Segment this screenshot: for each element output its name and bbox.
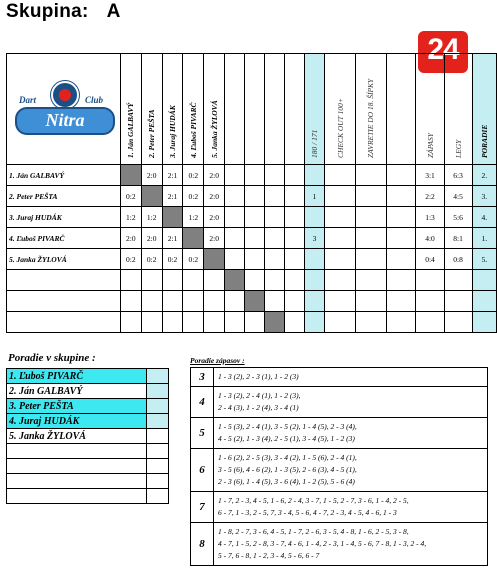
table-cell — [386, 291, 416, 312]
player-name: 4. Ľuboš PIVARČ — [7, 228, 121, 249]
standing-row — [7, 369, 169, 384]
table-cell: 3. — [472, 186, 496, 207]
table-cell — [444, 312, 472, 333]
col-header: 4. Ľuboš PIVARČ — [183, 54, 204, 165]
standing-name — [7, 459, 147, 474]
group-title — [6, 1, 121, 23]
match-order-lines — [214, 368, 488, 387]
table-cell — [120, 312, 141, 333]
table-cell — [225, 291, 245, 312]
table-row — [7, 207, 497, 228]
col-header-rank: PORADIE — [472, 54, 496, 165]
player-name: 3. Juraj HUDÁK — [7, 207, 121, 228]
table-cell — [264, 186, 284, 207]
table-cell: 2. — [472, 165, 496, 186]
table-cell — [225, 165, 245, 186]
table-cell — [141, 312, 162, 333]
standing-mark — [147, 459, 169, 474]
logo-dart-text: Dart — [19, 95, 37, 105]
match-order-line: 4 - 7, 1 - 5, 2 - 8, 3 - 7, 4 - 6, 1 - 4, 2 - 3, 1 - 4, 5 - 6, 7 - 8, 1 - 3, 2 - 4, — [218, 539, 427, 548]
table-cell — [162, 312, 183, 333]
table-cell — [284, 186, 304, 207]
match-order-line: 6 - 7, 1 - 3, 2 - 5, 7, 3 - 4, 5 - 6, 4 - 7, 2 - 3, 4 - 5, 4 - 6, 1 - 3 — [218, 508, 397, 517]
table-cell — [225, 270, 245, 291]
player-name: 2. Peter PEŠTA — [7, 186, 121, 207]
table-cell: 1:2 — [183, 207, 204, 228]
table-cell — [325, 249, 356, 270]
table-cell — [304, 291, 325, 312]
table-cell — [325, 186, 356, 207]
standing-name: 2. Ján GALBAVÝ — [7, 384, 147, 399]
col-header: 3. Juraj HUDÁK — [162, 54, 183, 165]
table-cell — [356, 186, 387, 207]
table-cell: 2:1 — [162, 165, 183, 186]
table-cell — [225, 228, 245, 249]
player-name — [7, 291, 121, 312]
match-order-lines — [214, 418, 488, 449]
table-cell — [325, 291, 356, 312]
match-order-lines — [214, 449, 488, 492]
table-cell — [356, 291, 387, 312]
standing-name: 5. Janka ŽYLOVÁ — [7, 429, 147, 444]
table-cell — [183, 270, 204, 291]
table-cell — [472, 291, 496, 312]
table-cell: 0:2 — [120, 186, 141, 207]
group-letter: A — [106, 1, 121, 22]
table-cell: 0:4 — [416, 249, 444, 270]
col-header — [264, 54, 284, 165]
table-cell — [225, 186, 245, 207]
table-cell — [356, 249, 387, 270]
col-header-legs: LEGY — [444, 54, 472, 165]
standing-mark — [147, 444, 169, 459]
standing-name: 1. Ľuboš PIVARČ — [7, 369, 147, 384]
match-order-line: 1 - 3 (2), 2 - 4 (1), 1 - 2 (3), — [218, 391, 301, 400]
table-cell: 1:2 — [120, 207, 141, 228]
table-cell — [244, 312, 264, 333]
table-cell — [444, 270, 472, 291]
table-cell — [204, 249, 225, 270]
table-cell — [225, 207, 245, 228]
table-cell — [325, 165, 356, 186]
table-cell: 0:2 — [120, 249, 141, 270]
match-order-line: 4 - 5 (2), 1 - 3 (4), 2 - 5 (1), 3 - 4 (5), 1 - 2 (3) — [218, 434, 355, 443]
match-order-group — [191, 449, 488, 492]
match-order-lines — [214, 387, 488, 418]
match-order-lines — [214, 492, 488, 523]
table-cell — [264, 228, 284, 249]
table-cell — [120, 270, 141, 291]
col-header-checkout: CHECK OUT 100+ — [325, 54, 356, 165]
table-cell: 4:0 — [416, 228, 444, 249]
table-cell: 2:0 — [120, 228, 141, 249]
table-cell — [325, 207, 356, 228]
logo-club-text: Club — [85, 95, 104, 105]
col-header: 5. Janka ŽYLOVÁ — [204, 54, 225, 165]
standing-mark — [147, 399, 169, 414]
standing-mark — [147, 414, 169, 429]
table-cell: 1:2 — [141, 207, 162, 228]
player-count: 8 — [191, 523, 214, 566]
table-cell: 5:6 — [444, 207, 472, 228]
table-cell — [204, 312, 225, 333]
col-header-180: 180 / 171 — [304, 54, 325, 165]
table-cell: 6:3 — [444, 165, 472, 186]
match-order-group — [191, 387, 488, 418]
table-cell: 0:2 — [183, 249, 204, 270]
table-cell — [141, 270, 162, 291]
player-count: 4 — [191, 387, 214, 418]
col-header: 1. Ján GALBAVÝ — [120, 54, 141, 165]
table-cell — [264, 249, 284, 270]
table-cell — [244, 291, 264, 312]
table-cell: 2:1 — [162, 228, 183, 249]
table-cell — [244, 270, 264, 291]
table-cell: 2:0 — [141, 228, 162, 249]
player-name — [7, 312, 121, 333]
match-order-line: 3 - 5 (6), 4 - 6 (2), 1 - 3 (5), 2 - 6 (3), 4 - 5 (1), — [218, 465, 357, 474]
table-cell — [284, 165, 304, 186]
table-cell: 0:2 — [183, 186, 204, 207]
table-cell — [162, 291, 183, 312]
results-table — [6, 53, 497, 333]
standing-mark — [147, 474, 169, 489]
col-header — [225, 54, 245, 165]
table-row — [7, 228, 497, 249]
table-cell — [444, 291, 472, 312]
table-cell — [416, 270, 444, 291]
table-cell — [264, 165, 284, 186]
table-cell — [325, 228, 356, 249]
match-order-line: 1 - 7, 2 - 3, 4 - 5, 1 - 6, 2 - 4, 3 - 7, 1 - 5, 2 - 7, 3 - 6, 1 - 4, 2 - 5, — [218, 496, 409, 505]
table-cell — [284, 312, 304, 333]
table-row — [7, 186, 497, 207]
table-cell — [416, 291, 444, 312]
table-cell: 2:0 — [204, 165, 225, 186]
table-cell: 4:5 — [444, 186, 472, 207]
player-name: 5. Janka ŽYLOVÁ — [7, 249, 121, 270]
table-cell — [356, 312, 387, 333]
table-cell — [284, 270, 304, 291]
table-cell — [356, 207, 387, 228]
standings-table — [6, 368, 169, 504]
table-row — [7, 291, 497, 312]
table-cell — [141, 186, 162, 207]
table-cell — [225, 312, 245, 333]
group-title-label: Skupina: — [6, 1, 89, 22]
table-cell: 2:0 — [204, 186, 225, 207]
standing-row — [7, 399, 169, 414]
standing-row — [7, 414, 169, 429]
standing-mark — [147, 369, 169, 384]
table-cell — [284, 228, 304, 249]
club-logo — [7, 54, 121, 165]
table-cell — [386, 228, 416, 249]
player-count: 3 — [191, 368, 214, 387]
table-cell — [472, 312, 496, 333]
table-cell — [356, 228, 387, 249]
table-cell — [162, 270, 183, 291]
standing-mark — [147, 489, 169, 504]
table-cell: 2:0 — [141, 165, 162, 186]
standing-row — [7, 429, 169, 444]
table-cell — [120, 291, 141, 312]
standing-row — [7, 459, 169, 474]
match-order-line: 1 - 8, 2 - 7, 3 - 6, 4 - 5, 1 - 7, 2 - 6, 3 - 5, 4 - 8, 1 - 6, 2 - 5, 3 - 8, — [218, 527, 409, 536]
standing-name — [7, 474, 147, 489]
table-cell: 2:1 — [162, 186, 183, 207]
table-cell — [304, 207, 325, 228]
table-cell: 1. — [472, 228, 496, 249]
match-order-line: 1 - 5 (3), 2 - 4 (1), 3 - 5 (2), 1 - 4 (5), 2 - 3 (4), — [218, 422, 357, 431]
table-cell: 1 — [304, 186, 325, 207]
table-cell: 0:2 — [162, 249, 183, 270]
dartboard-icon — [51, 81, 79, 109]
player-count: 5 — [191, 418, 214, 449]
table-cell — [386, 186, 416, 207]
col-header: 2. Peter PEŠTA — [141, 54, 162, 165]
table-cell — [356, 165, 387, 186]
header-row — [7, 54, 497, 165]
table-cell — [304, 249, 325, 270]
standing-row — [7, 384, 169, 399]
table-cell — [225, 249, 245, 270]
table-cell — [204, 291, 225, 312]
table-cell: 2:2 — [416, 186, 444, 207]
table-cell — [284, 249, 304, 270]
table-cell — [244, 228, 264, 249]
table-cell — [264, 291, 284, 312]
table-cell — [183, 312, 204, 333]
standing-row — [7, 489, 169, 504]
table-cell — [244, 165, 264, 186]
standing-name — [7, 489, 147, 504]
table-cell: 4. — [472, 207, 496, 228]
table-cell: 0:2 — [141, 249, 162, 270]
player-name: 1. Ján GALBAVÝ — [7, 165, 121, 186]
table-cell: 1:3 — [416, 207, 444, 228]
table-cell — [304, 270, 325, 291]
col-header — [386, 54, 416, 165]
result-rows — [7, 165, 497, 333]
table-cell — [120, 165, 141, 186]
table-cell — [386, 165, 416, 186]
standing-row — [7, 474, 169, 489]
player-count: 7 — [191, 492, 214, 523]
table-cell: 2:0 — [204, 207, 225, 228]
standing-name: 3. Peter PEŠTA — [7, 399, 147, 414]
table-cell — [284, 291, 304, 312]
col-header-matches: ZÁPASY — [416, 54, 444, 165]
table-cell — [304, 312, 325, 333]
table-cell — [244, 249, 264, 270]
table-cell — [264, 270, 284, 291]
col-header — [244, 54, 264, 165]
standing-row — [7, 444, 169, 459]
standing-name: 4. Juraj HUDÁK — [7, 414, 147, 429]
table-cell: 3:1 — [416, 165, 444, 186]
table-cell — [356, 270, 387, 291]
table-row — [7, 270, 497, 291]
table-cell — [183, 228, 204, 249]
tv24-logo-text: 24 — [427, 33, 459, 66]
col-header — [284, 54, 304, 165]
table-cell: 2:0 — [204, 228, 225, 249]
match-order-line: 2 - 4 (3), 1 - 2 (4), 3 - 4 (1) — [218, 403, 299, 412]
player-name — [7, 270, 121, 291]
table-cell: 3 — [304, 228, 325, 249]
match-order-title: Poradie zápasov : — [190, 356, 245, 365]
table-cell: 0:2 — [183, 165, 204, 186]
table-cell — [325, 312, 356, 333]
standing-name — [7, 444, 147, 459]
table-cell — [386, 207, 416, 228]
match-order-line: 2 - 3 (6), 1 - 4 (5), 3 - 6 (4), 1 - 2 (5), 5 - 6 (4) — [218, 477, 355, 486]
standing-mark — [147, 384, 169, 399]
match-order-group — [191, 523, 488, 566]
table-cell — [325, 270, 356, 291]
match-order-group — [191, 368, 488, 387]
match-order-lines — [214, 523, 488, 566]
player-count: 6 — [191, 449, 214, 492]
table-cell: 8:1 — [444, 228, 472, 249]
table-row — [7, 165, 497, 186]
table-cell — [162, 207, 183, 228]
table-cell — [472, 270, 496, 291]
standing-mark — [147, 429, 169, 444]
match-order-group — [191, 492, 488, 523]
table-cell — [386, 249, 416, 270]
standings-title: Poradie v skupine : — [8, 352, 96, 364]
table-cell — [386, 270, 416, 291]
table-cell — [183, 291, 204, 312]
table-cell — [284, 207, 304, 228]
match-order-line: 5 - 7, 6 - 8, 1 - 2, 3 - 4, 5 - 6, 6 - 7 — [218, 551, 320, 560]
table-cell — [416, 312, 444, 333]
table-cell — [244, 207, 264, 228]
match-order-line: 1 - 3 (2), 2 - 3 (1), 1 - 2 (3) — [218, 372, 299, 381]
match-order-line: 1 - 6 (2), 2 - 5 (3), 3 - 4 (2), 1 - 5 (6), 2 - 4 (1), — [218, 453, 357, 462]
table-cell — [264, 312, 284, 333]
table-cell: 5. — [472, 249, 496, 270]
table-cell — [386, 312, 416, 333]
table-cell — [204, 270, 225, 291]
table-cell: 0:8 — [444, 249, 472, 270]
table-cell — [141, 291, 162, 312]
col-header-close: ZAVRETIE DO 18. ŠÍPKY — [356, 54, 387, 165]
match-order-table — [190, 367, 488, 566]
table-row — [7, 312, 497, 333]
table-row — [7, 249, 497, 270]
table-cell — [264, 207, 284, 228]
match-order-group — [191, 418, 488, 449]
table-cell — [304, 165, 325, 186]
table-cell — [244, 186, 264, 207]
logo-name-text: Nitra — [45, 110, 85, 130]
